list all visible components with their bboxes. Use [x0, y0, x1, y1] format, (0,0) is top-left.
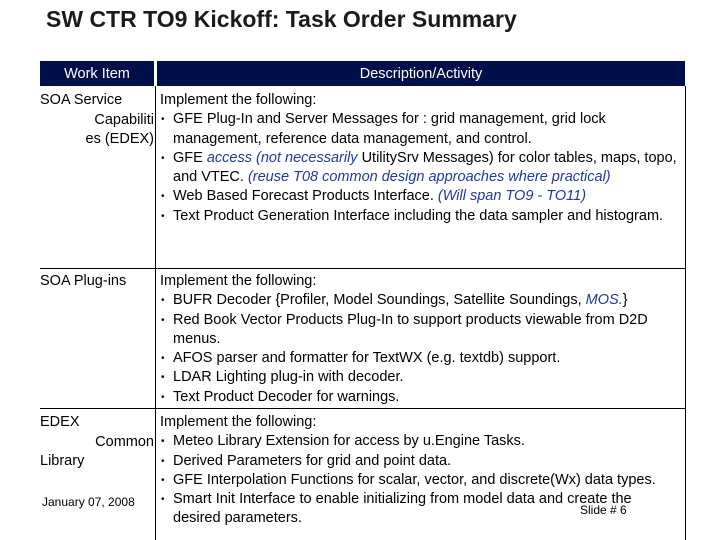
- slide-number: Slide # 6: [580, 503, 627, 517]
- bullet-dot-icon: •: [161, 455, 165, 467]
- table-divider-vertical: [155, 86, 156, 540]
- bullet-item: [160, 388, 680, 407]
- table-header-description: Description/Activity: [157, 61, 685, 86]
- bullet-dot-icon: •: [161, 152, 165, 164]
- bullet-text: Derived Parameters for grid and point data.: [173, 452, 452, 469]
- bullet-item: [160, 471, 680, 490]
- description-soa-service: [160, 91, 680, 226]
- bullet-dot-icon: •: [161, 474, 165, 486]
- bullet-text: LDAR Lighting plug-in with decoder.: [173, 369, 404, 386]
- bullet-text: BUFR Decoder {Profiler, Model Soundings, Satellite Soundings,: [173, 292, 586, 309]
- bullet-text: GFE Plug-In and Server Messages for : grid management, grid lock management, reference data management, and control.: [173, 111, 606, 147]
- bullet-dot-icon: •: [161, 372, 165, 384]
- bullet-item: [160, 110, 680, 149]
- work-item-line: Common: [95, 433, 154, 450]
- bullet-text: Web Based Forecast Products Interface.: [173, 188, 438, 205]
- work-item-line: EDEX: [40, 414, 80, 430]
- bullet-text: UtilitySrv Messages) for color tables, maps, topo, and VTEC.: [173, 149, 677, 186]
- work-item-soa-service: [40, 91, 154, 150]
- bullet-item: [160, 149, 680, 188]
- description-intro: Implement the following:: [160, 92, 317, 108]
- table-header-work-item: Work Item: [40, 61, 154, 86]
- table-row-divider: [40, 408, 686, 409]
- bullet-item: [160, 432, 680, 451]
- work-item-line: SOA Service: [40, 92, 123, 108]
- bullet-text: }: [622, 292, 628, 309]
- work-item-line: es (EDEX): [85, 131, 154, 147]
- bullet-dot-icon: •: [161, 210, 165, 222]
- bullet-text: Text Product Decoder for warnings.: [173, 388, 400, 405]
- bullet-dot-icon: •: [161, 114, 165, 126]
- slide-title: SW CTR TO9 Kickoff: Task Order Summary: [46, 6, 517, 32]
- bullet-text: Smart Init Interface to enable initializing from model data and create the desired parameters.: [173, 491, 632, 527]
- bullet-text: GFE: [173, 149, 207, 166]
- bullet-text-italic: MOS.: [585, 292, 623, 309]
- bullet-text: Meteo Library Extension for access by u.Engine Tasks.: [173, 433, 525, 450]
- bullet-item: [160, 368, 680, 387]
- work-item-line: Capabiliti: [94, 111, 154, 128]
- bullet-list: [160, 110, 680, 226]
- bullet-item: [160, 452, 680, 471]
- description-soa-plugins: [160, 272, 680, 407]
- bullet-dot-icon: •: [161, 391, 165, 403]
- bullet-item: [160, 291, 680, 310]
- work-item-line: Library: [40, 453, 85, 469]
- bullet-item: [160, 207, 680, 226]
- bullet-dot-icon: •: [161, 494, 165, 506]
- bullet-dot-icon: •: [161, 314, 165, 326]
- bullet-list: [160, 291, 680, 407]
- work-item-soa-plugins: [40, 272, 154, 292]
- bullet-text: Red Book Vector Products Plug-In to support products viewable from D2D menus.: [173, 311, 648, 347]
- description-intro: Implement the following:: [160, 273, 317, 289]
- work-item-edex-common-library: [40, 413, 154, 472]
- bullet-text: AFOS parser and formatter for TextWX (e.g. textdb) support.: [173, 350, 561, 367]
- bullet-text: GFE Interpolation Functions for scalar, vector, and discrete(Wx) data types.: [173, 471, 656, 488]
- table-border-right: [685, 86, 686, 540]
- bullet-text-italic: access (not necessarily: [206, 149, 362, 166]
- bullet-dot-icon: •: [161, 353, 165, 365]
- bullet-dot-icon: •: [161, 191, 165, 203]
- bullet-text-italic: (reuse T08 common design approaches where practical): [247, 169, 611, 186]
- bullet-item: [160, 349, 680, 368]
- table-row-divider: [40, 268, 686, 269]
- work-item-line: SOA Plug-ins: [40, 273, 127, 289]
- bullet-dot-icon: •: [161, 295, 165, 307]
- footer-date: January 07, 2008: [42, 495, 138, 509]
- bullet-item: [160, 311, 680, 350]
- bullet-item: [160, 187, 680, 206]
- bullet-dot-icon: •: [161, 436, 165, 448]
- bullet-text: Text Product Generation Interface including the data sampler and histogram.: [173, 207, 664, 224]
- description-intro: Implement the following:: [160, 414, 317, 430]
- bullet-text-italic: (Will span TO9 - TO11): [437, 188, 587, 205]
